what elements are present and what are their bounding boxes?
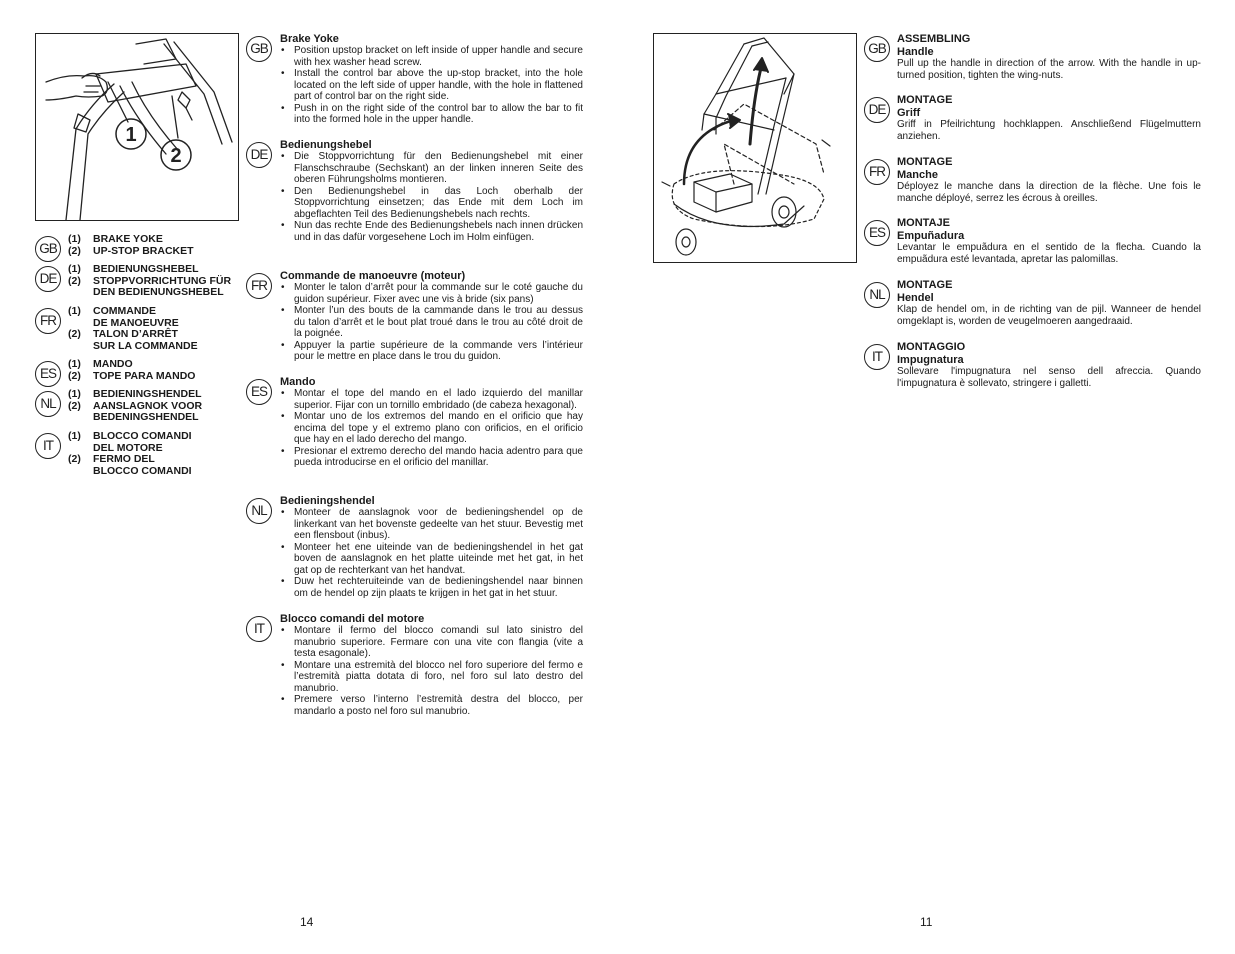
legend-text: BLOCCO COMANDI DEL MOTORE [93, 430, 192, 454]
legend-row [68, 401, 202, 424]
legend-row [68, 234, 194, 246]
assembly-section-nl [897, 279, 1201, 327]
legend-row [68, 431, 192, 454]
assembly-section-gb [897, 33, 1201, 81]
brake-yoke-illustration-icon [36, 34, 238, 220]
bullet-icon: • [281, 576, 285, 587]
language-badge-nl: NL [35, 391, 61, 417]
language-badge-de: DE [246, 142, 272, 168]
section-title: Brake Yoke [280, 33, 339, 45]
language-badge-nl: NL [246, 498, 272, 524]
legend-group-es [68, 359, 195, 382]
legend-row [68, 454, 192, 477]
section-subtitle: Impugnatura [897, 353, 964, 366]
page-number-left: 14 [300, 915, 314, 929]
bullet-item [280, 186, 583, 221]
bullet-text: Monter l’un des bouts de la cammande dans le trou au dessus du talon d’arrêt et le bout plat troué dans le trou au côté droit de la poignée. [294, 305, 583, 339]
legend-text: BRAKE YOKE [93, 233, 163, 245]
bullet-icon: • [281, 694, 285, 705]
bullet-list [280, 388, 583, 469]
bullet-item [280, 305, 583, 340]
legend-group-de [68, 264, 231, 299]
section-body: Griff in Pfeilrichtung hochklappen. Anschließend Flügelmuttern anziehen. [897, 119, 1201, 142]
legend-number: (2) [68, 244, 81, 257]
legend-text: TOPE PARA MANDO [93, 369, 196, 382]
language-badge-de: DE [35, 266, 61, 292]
legend-number: (1) [68, 263, 81, 275]
legend-text: COMMANDE DE MANOEUVRE [93, 305, 179, 329]
bullet-text: Monteer het ene uiteinde van de bedieningshendel in het gat boven de aanslagnok en het platte uiteinde met het gat, in het gat op de rechterkant van het handvat. [294, 541, 583, 576]
bullet-list [280, 625, 583, 717]
bullet-list [280, 282, 583, 363]
bullet-text: Monteer de aanslagnok voor de bedieningshendel op de linkerkant van het bovenste gedeelte van het stuur. Bevestig met een flensbout (inbus). [294, 507, 583, 541]
legend-number: (1) [68, 233, 81, 245]
callout-2-label: 2 [170, 145, 182, 167]
mower-figure [653, 33, 857, 263]
legend-text: MANDO [93, 358, 133, 370]
language-badge-it: IT [246, 616, 272, 642]
section-title: MONTAGE [897, 279, 953, 291]
section-de [280, 139, 583, 243]
section-title: ASSEMBLING [897, 33, 971, 45]
section-title: Blocco comandi del motore [280, 613, 425, 625]
page-number-right: 11 [920, 915, 933, 929]
legend-row [68, 389, 202, 401]
bullet-text: Monter le talon d’arrêt pour la commande sur le coté gauche du guidon supérieur. Fixer avec une vis à bride (six pans) [294, 282, 583, 305]
bullet-list [280, 151, 583, 243]
section-subtitle: Griff [897, 106, 921, 119]
language-badge-es: ES [35, 361, 61, 387]
section-body: Klap de hendel om, in de richting van de pijl. Wanneer de hendel omgeklapt is, worden de veugelmoeren aangedraaid. [897, 304, 1201, 327]
bullet-icon: • [281, 625, 285, 636]
legend-row [68, 371, 195, 383]
bullet-icon: • [281, 305, 285, 316]
section-body: Déployez le manche dans la direction de la flèche. Une fois le manche déployé, serrez les écrous à oreilles. [897, 181, 1201, 204]
bullet-text: Install the control bar above the up-stop bracket, into the hole located on the left side of upper handle, with the hole in flattened part of control bar on the right side. [294, 68, 583, 102]
language-badge-gb: GB [246, 36, 272, 62]
legend-number: (2) [68, 399, 81, 412]
section-title: Commande de manoeuvre (moteur) [280, 270, 466, 282]
language-badge-gb: GB [864, 36, 890, 62]
section-title: Bedienungshebel [280, 139, 372, 151]
legend-row [68, 276, 231, 299]
assembly-section-de [897, 94, 1201, 142]
bullet-icon: • [281, 445, 285, 457]
section-subtitle: Hendel [897, 291, 934, 304]
legend-group-gb [68, 234, 194, 257]
bullet-item [280, 625, 583, 660]
legend-row [68, 306, 198, 329]
bullet-icon: • [281, 541, 285, 553]
language-badge-es: ES [246, 379, 272, 405]
lawnmower-handle-illustration-icon [654, 34, 856, 262]
section-title: MONTAGE [897, 94, 953, 106]
bullet-item [280, 68, 583, 103]
bullet-text: Montar el tope del mando en el lado izquierdo del manillar superior. Fijar con un tornillo embridado (de cabeza hexagonal). [294, 388, 583, 411]
language-badge-de: DE [864, 97, 890, 123]
bullet-text: Den Bedienungshebel in das Loch oberhalb der Stoppvorrichtung einsetzen; das Ende mit dem Loch im abgeflachten Teil des Bedienungshebels nach rechts. [294, 185, 583, 220]
bullet-icon: • [281, 45, 285, 56]
bullet-item [280, 151, 583, 186]
bullet-item [280, 507, 583, 542]
bullet-item [280, 340, 583, 363]
section-title: Bedieningshendel [280, 495, 375, 507]
bullet-icon: • [281, 151, 285, 162]
bullet-text: Push in on the right side of the control bar to allow the bar to fit into the formed hole in the upper handle. [294, 102, 583, 125]
bullet-list [280, 45, 583, 126]
legend-group-nl [68, 389, 202, 424]
section-es [280, 376, 583, 469]
language-badge-fr: FR [864, 159, 890, 185]
bullet-text: Duw het rechteruiteinde van de bedieningshendel naar binnen om de hendel op zijn plaats te krijgen in het gat in het stuur. [294, 576, 583, 599]
bullet-item [280, 660, 583, 695]
legend-number: (2) [68, 328, 81, 341]
bullet-item [280, 45, 583, 68]
bullet-icon: • [281, 102, 285, 114]
legend-row [68, 264, 231, 276]
section-title: MONTAGGIO [897, 341, 966, 353]
section-subtitle: Empuñadura [897, 229, 965, 242]
bullet-item [280, 388, 583, 411]
bullet-text: Montare una estremità del blocco nel foro superiore del fermo e l’estremità piatta dotata di foro, nel foro sul lato destro del manubrio. [294, 659, 583, 694]
legend-group-fr [68, 306, 198, 352]
bullet-text: Nun das rechte Ende des Bedienungshebels nach innen drücken und in das dafür vorgesehene Loch im Holm einfügen. [294, 220, 583, 243]
section-body: Levantar le empuãdura en el sentido de la flecha. Cuando la empuãdura esté levantada, apretar las palomillas. [897, 242, 1201, 265]
section-fr [280, 270, 583, 363]
bullet-text: Presionar el extremo derecho del mando hacia adentro para que pueda introducirse en el orificio del manillar. [294, 445, 583, 468]
assembly-section-fr [897, 156, 1201, 204]
bullet-item [280, 446, 583, 469]
bullet-list [280, 507, 583, 599]
bullet-icon: • [281, 339, 285, 351]
bullet-text: Montare il fermo del blocco comandi sul lato sinistro del manubrio superiore. Fermare con una vite con flangia (vite a testa esagonale). [294, 625, 583, 659]
legend-row [68, 359, 195, 371]
language-badge-es: ES [864, 220, 890, 246]
legend-number: (1) [68, 358, 81, 370]
section-it [280, 613, 583, 717]
legend-group-it [68, 431, 192, 477]
bullet-icon: • [281, 185, 285, 197]
language-badge-gb: GB [35, 236, 61, 262]
language-badge-it: IT [35, 433, 61, 459]
language-badge-fr: FR [246, 273, 272, 299]
bullet-item [280, 576, 583, 599]
bullet-item [280, 411, 583, 446]
section-title: MONTAGE [897, 156, 953, 168]
brake-yoke-figure [35, 33, 239, 221]
legend-number: (1) [68, 305, 81, 317]
assembly-section-it [897, 341, 1201, 389]
bullet-item [280, 220, 583, 243]
bullet-item [280, 103, 583, 126]
bullet-item [280, 694, 583, 717]
bullet-icon: • [281, 411, 285, 422]
legend-text: AANSLAGNOK VOOR BEDENINGSHENDEL [93, 399, 203, 424]
language-badge-nl: NL [864, 282, 890, 308]
legend-number: (2) [68, 369, 81, 382]
bullet-icon: • [281, 282, 285, 293]
section-title: Mando [280, 376, 316, 388]
legend-text: UP-STOP BRACKET [93, 244, 194, 257]
legend-number: (1) [68, 388, 81, 400]
bullet-icon: • [281, 507, 285, 518]
legend-text: TALON D’ARRÊT SUR LA COMMANDE [93, 328, 198, 352]
assembly-section-es [897, 217, 1201, 265]
section-subtitle: Manche [897, 168, 938, 181]
bullet-icon: • [281, 220, 285, 231]
legend-row [68, 246, 194, 258]
legend-number: (2) [68, 453, 81, 466]
bullet-text: Die Stoppvorrichtung für den Bedienungshebel mit einer Flanschschraube (Sechskant) an der linken inneren Seite des oberen Führungsholms montieren. [294, 151, 583, 185]
bullet-text: Position upstop bracket on left inside of upper handle and secure with hex washer head screw. [294, 45, 583, 68]
bullet-icon: • [281, 68, 285, 79]
legend-text: STOPPVORRICHTUNG FÜR DEN BEDIENUNGSHEBEL [93, 274, 232, 299]
language-badge-fr: FR [35, 308, 61, 334]
bullet-text: Appuyer la partie supérieure de la commande vers l’intérieur pour le mettre en place dans le trou du guidon. [294, 339, 583, 362]
legend-text: BEDIENINGSHENDEL [93, 388, 202, 400]
section-body: Sollevare l'impugnatura nel senso dell afreccia. Quando l'impugnatura è sollevato, stringere i galletti. [897, 366, 1201, 389]
callout-1-label: 1 [125, 124, 137, 146]
bullet-icon: • [281, 388, 285, 399]
legend-text: FERMO DEL BLOCCO COMANDI [93, 453, 192, 477]
section-gb [280, 33, 583, 126]
section-body: Pull up the handle in direction of the arrow. With the handle in up-turned position, tighten the wing-nuts. [897, 58, 1201, 81]
bullet-text: Premere verso l’interno l’estremità destra del blocco, per mandarlo a posto nel foro sul manubrio. [294, 694, 583, 717]
bullet-item [280, 542, 583, 577]
language-badge-it: IT [864, 344, 890, 370]
legend-text: BEDIENUNGSHEBEL [93, 263, 199, 275]
section-subtitle: Handle [897, 45, 934, 58]
section-title: MONTAJE [897, 217, 950, 229]
legend-number: (2) [68, 274, 81, 287]
bullet-icon: • [281, 659, 285, 671]
bullet-text: Montar uno de los extremos del mando en el orificio que hay encima del tope y el extremo plano con orificios, en el orificio que hay en el lado derecho del mango. [294, 411, 583, 445]
legend-row [68, 329, 198, 352]
legend-number: (1) [68, 430, 81, 442]
bullet-item [280, 282, 583, 305]
section-nl [280, 495, 583, 599]
